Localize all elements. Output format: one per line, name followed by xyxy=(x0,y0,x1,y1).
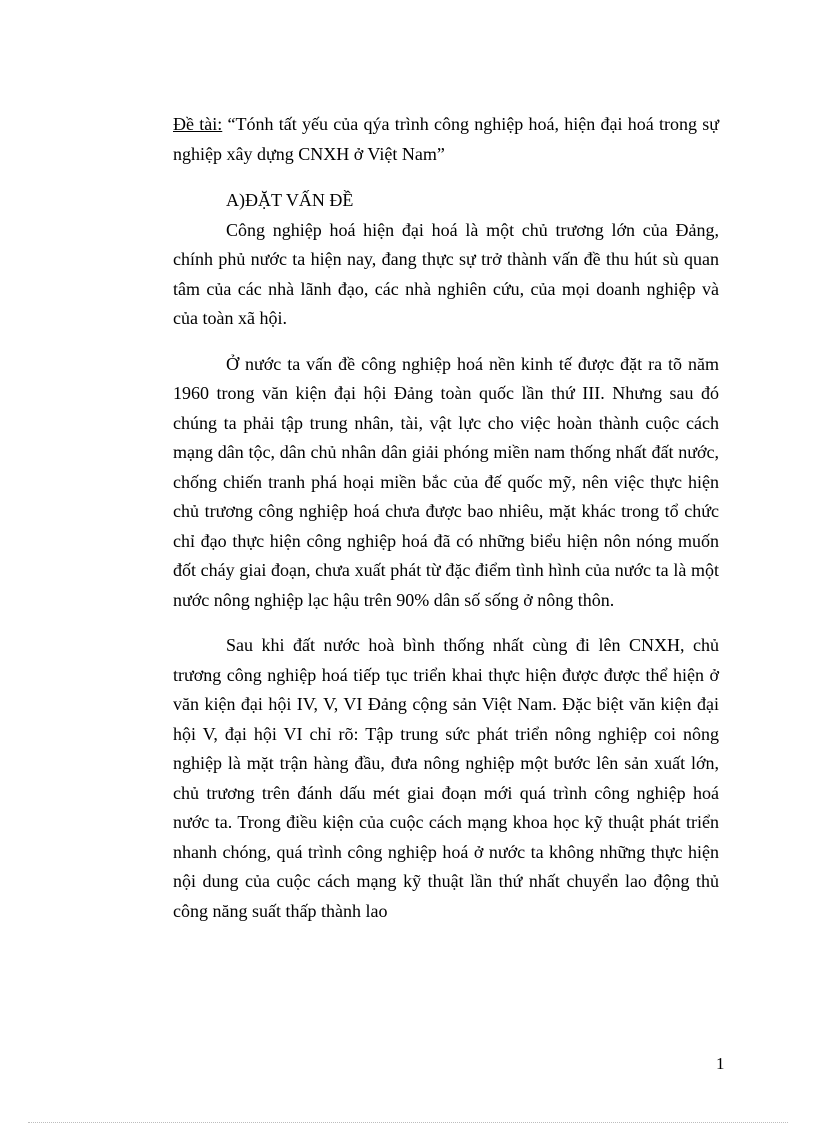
section-heading: A)ĐẶT VẤN ĐỀ xyxy=(226,190,354,210)
title-text: “Tónh tất yếu của qýa trình công nghiệp hoá, hiện đại hoá trong sự nghiệp xây dựng CNXH ở Việt Nam” xyxy=(173,114,720,164)
paragraph-intro: Công nghiệp hoá hiện đại hoá là một chủ trương lớn của Đảng, chính phủ nước ta hiện nay, đang thực sự trở thành vấn đề thu hút sù quan tâm của các nhà lãnh đạo, các nhà nghiên cứu, của mọi doanh nghiệp và của toàn xã hội. xyxy=(173,219,719,328)
document-body xyxy=(173,110,719,926)
document-title xyxy=(173,110,719,169)
paragraph-history: Ở nước ta vấn đề công nghiệp hoá nền kinh tế được đặt ra tõ năm 1960 trong văn kiện đại hội Đảng toàn quốc lần thứ III. Nhưng sau đó chúng ta phải tập trung nhân, tài, vật lực cho việc hoàn thành cuộc cách mạng dân tộc, dân chủ nhân dân giải phóng miền nam thống nhất đất nước, chống chiến tranh phá hoại miền bắc của đế quốc mỹ, nên việc thực hiện chủ trương công nghiệp hoá chưa được bao nhiêu, mặt khác trong tổ chức chỉ đạo thực hiện công nghiệp hoá đã có những biểu hiện nôn nóng muốn đốt cháy giai đoạn, chưa xuất phát từ đặc điểm tình hình của nước ta là một nước nông nghiệp lạc hậu trên 90% dân số sống ở nông thôn. xyxy=(173,353,719,610)
page-number: 1 xyxy=(716,1054,725,1073)
title-label: Đề tài: xyxy=(173,114,223,134)
paragraph-reunification: Sau khi đất nước hoà bình thống nhất cùng đi lên CNXH, chủ trương công nghiệp hoá tiếp tục triển khai thực hiện được được thể hiện ở văn kiện đại hội IV, V, VI Đảng cộng sản Việt Nam. Đặc biệt văn kiện đại hội V, đại hội VI chỉ rõ: Tập trung sức phát triển nông nghiệp coi nông nghiệp là mặt trận hàng đầu, đưa nông nghiệp một bước lên sản xuất lớn, chủ trương trên đánh dấu mét giai đoạn mới quá trình công nghiệp hoá nước ta. Trong điều kiện của cuộc cách mạng khoa học kỹ thuật phát triển nhanh chóng, quá trình công nghiệp hoá ở nước ta không những thực hiện nội dung của cuộc cách mạng kỹ thuật lần thứ nhất chuyển lao động thủ công năng suất thấp thành lao xyxy=(173,635,719,921)
